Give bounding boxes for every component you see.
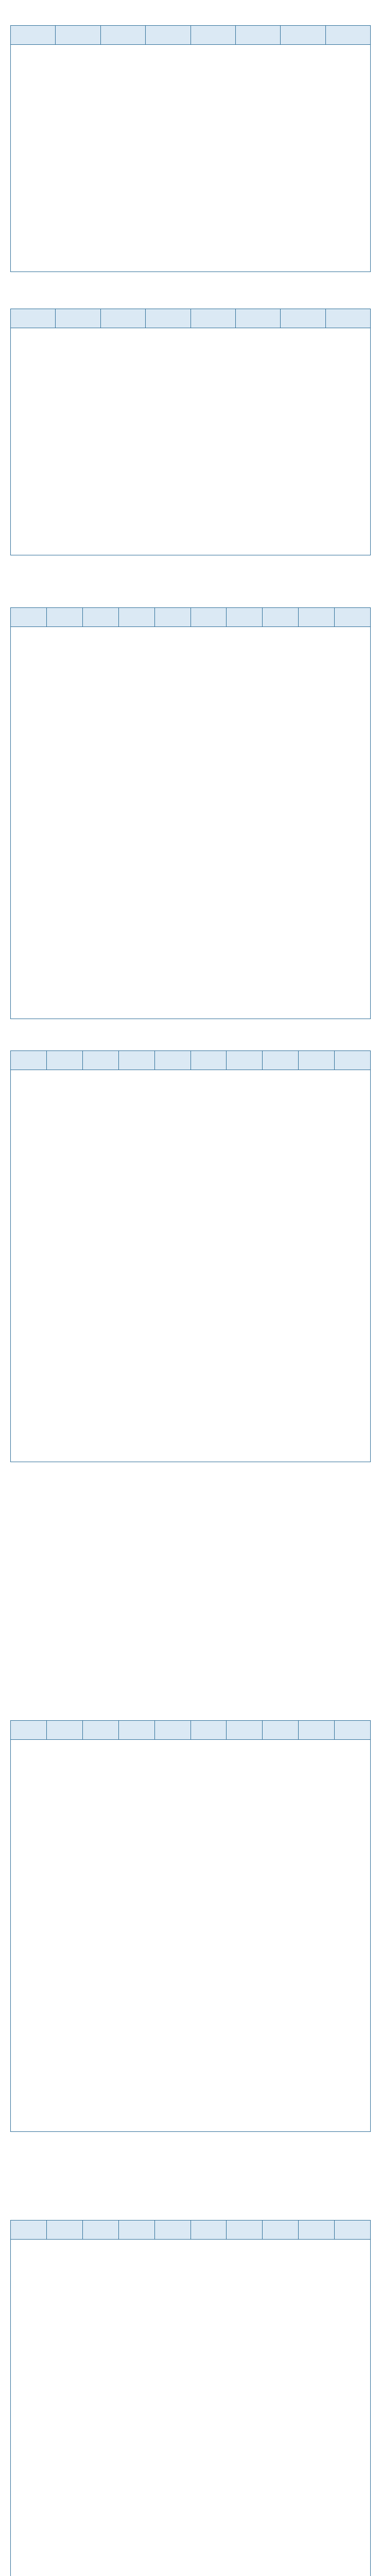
- table-2: [10, 291, 371, 555]
- table-6-body: [10, 2240, 371, 2576]
- table-6-header-cell: [335, 2221, 370, 2239]
- table-5-header-cell: [83, 1721, 119, 1739]
- table-1-header-cell: [326, 26, 370, 44]
- table-1-header-cell: [191, 26, 236, 44]
- table-3-header-cell: [11, 608, 47, 626]
- table-4-header-cell: [11, 1051, 47, 1070]
- table-2-header-cell: [236, 309, 281, 328]
- table-3-header-cell: [191, 608, 227, 626]
- table-6-header-cell: [263, 2221, 299, 2239]
- table-4-header: [10, 1050, 371, 1070]
- table-4-header-cell: [191, 1051, 227, 1070]
- table-2-header-cell: [191, 309, 236, 328]
- table-3-header-cell: [155, 608, 191, 626]
- table-4-header-cell: [155, 1051, 191, 1070]
- table-6-header-cell: [83, 2221, 119, 2239]
- table-1-header-cell: [146, 26, 190, 44]
- table-4-header-cell: [47, 1051, 83, 1070]
- table-3-header-cell: [299, 608, 335, 626]
- table-5-header-cell: [11, 1721, 47, 1739]
- table-3-header-cell: [335, 608, 370, 626]
- table-1-header-cell: [56, 26, 100, 44]
- table-4: [10, 1033, 371, 1462]
- table-2-header-cell: [101, 309, 146, 328]
- table-5-body: [10, 1740, 371, 2132]
- table-1-body: [10, 45, 371, 272]
- table-2-body: [10, 328, 371, 555]
- table-3-body: [10, 627, 371, 1019]
- table-4-header-cell: [299, 1051, 335, 1070]
- table-5: [10, 1703, 371, 2132]
- table-1-header: [10, 25, 371, 45]
- table-5-title: [10, 1703, 371, 1714]
- table-5-header-cell: [335, 1721, 370, 1739]
- table-6-header: [10, 2220, 371, 2240]
- table-1-header-cell: [281, 26, 325, 44]
- table-5-header: [10, 1720, 371, 1740]
- table-3-header-cell: [263, 608, 299, 626]
- table-6-header-cell: [299, 2221, 335, 2239]
- table-4-header-cell: [263, 1051, 299, 1070]
- table-6-header-cell: [191, 2221, 227, 2239]
- table-3-title: [10, 590, 371, 601]
- table-3-header: [10, 607, 371, 627]
- table-6-header-cell: [11, 2221, 47, 2239]
- table-6-header-cell: [155, 2221, 191, 2239]
- table-3-header-cell: [119, 608, 155, 626]
- table-1: [10, 8, 371, 272]
- table-2-header-cell: [146, 309, 190, 328]
- table-4-body: [10, 1070, 371, 1462]
- table-1-header-cell: [236, 26, 281, 44]
- table-2-header: [10, 309, 371, 328]
- table-1-header-cell: [101, 26, 146, 44]
- table-3-header-cell: [227, 608, 263, 626]
- table-4-header-cell: [119, 1051, 155, 1070]
- table-1-title: [10, 8, 371, 19]
- table-4-title: [10, 1033, 371, 1044]
- table-2-header-cell: [281, 309, 325, 328]
- table-4-header-cell: [335, 1051, 370, 1070]
- table-2-header-cell: [56, 309, 100, 328]
- table-2-header-cell: [11, 309, 56, 328]
- table-5-header-cell: [191, 1721, 227, 1739]
- table-6-header-cell: [47, 2221, 83, 2239]
- table-2-header-cell: [326, 309, 370, 328]
- table-6-title: [10, 2202, 371, 2214]
- table-6: [10, 2202, 371, 2576]
- table-1-header-cell: [11, 26, 56, 44]
- table-5-header-cell: [227, 1721, 263, 1739]
- table-6-header-cell: [227, 2221, 263, 2239]
- table-5-header-cell: [263, 1721, 299, 1739]
- table-6-header-cell: [119, 2221, 155, 2239]
- table-5-header-cell: [47, 1721, 83, 1739]
- table-4-header-cell: [227, 1051, 263, 1070]
- table-5-header-cell: [119, 1721, 155, 1739]
- table-5-header-cell: [155, 1721, 191, 1739]
- table-5-header-cell: [299, 1721, 335, 1739]
- table-3: [10, 590, 371, 1019]
- table-3-header-cell: [83, 608, 119, 626]
- table-4-header-cell: [83, 1051, 119, 1070]
- table-3-header-cell: [47, 608, 83, 626]
- table-2-title: [10, 291, 371, 302]
